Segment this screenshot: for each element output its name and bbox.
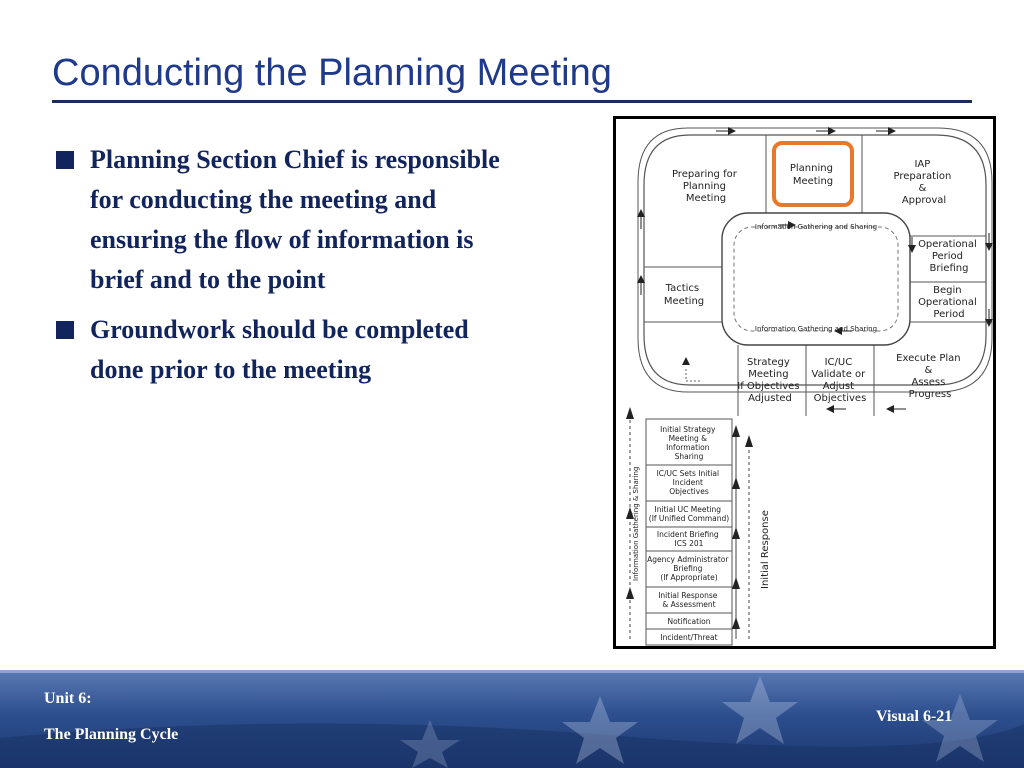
footer-course: The Planning Cycle	[44, 726, 179, 743]
notification-label: Notification	[667, 617, 711, 626]
preparing-label: Preparing for Planning Meeting	[671, 169, 737, 204]
footer-unit: Unit 6:	[44, 690, 92, 707]
planning-p-diagram	[616, 119, 993, 646]
square-bullet-icon	[56, 321, 74, 339]
bullet-list	[56, 140, 526, 400]
left-vertical-label: Information Gathering & Sharing	[632, 466, 640, 581]
star-icon	[722, 676, 798, 744]
incident-briefing-label: Incident Briefing ICS 201	[656, 530, 719, 548]
planning-meeting-highlight	[774, 143, 852, 205]
initial-response-label: Initial Response & Assessment	[658, 591, 718, 609]
initial-uc-meeting-label: Initial UC Meeting (If Unified Command)	[648, 505, 730, 523]
square-bullet-icon	[56, 151, 74, 169]
right-vertical-label: Initial Response	[760, 510, 771, 589]
iap-label: IAP Preparation & Approval	[893, 159, 952, 206]
begin-period-label: Begin Operational Period	[918, 285, 977, 320]
planning-meeting-label: Planning Meeting	[789, 163, 834, 187]
bullet-item	[56, 140, 526, 300]
incident-threat-label: Incident/Threat	[660, 633, 718, 642]
slide-title: Conducting the Planning Meeting	[52, 52, 612, 94]
bullet-item	[56, 310, 526, 390]
tactics-meeting-label: Tactics Meeting	[663, 283, 705, 307]
strategy-meeting-label: Strategy Meeting If Objectives Adjusted	[737, 357, 800, 404]
initial-objectives-label: IC/UC Sets Initial Incident Objectives	[656, 469, 720, 496]
footer-bar	[0, 670, 1024, 768]
initial-strategy-label: Initial Strategy Meeting & Information Sharing	[660, 425, 716, 461]
title-underline	[52, 100, 972, 103]
icuc-validate-label: IC/UC Validate or Adjust Objectives	[811, 357, 867, 404]
info-gathering-top-label: Information Gathering and Sharing	[754, 223, 878, 231]
operational-briefing-label: Operational Period Briefing	[918, 239, 977, 274]
execute-plan-label: Execute Plan & Assess Progress	[896, 353, 961, 400]
footer-visual-number: Visual 6-21	[876, 708, 953, 725]
footer-stars-decoration	[0, 670, 1024, 768]
planning-cycle-diagram	[613, 116, 996, 649]
bullet-text: Planning Section Chief is responsible for conducting the meeting and ensuring the flow of information is brief and to the point	[90, 145, 500, 294]
bullet-text: Groundwork should be completed done prior to the meeting	[90, 315, 469, 384]
info-gathering-bottom-label: Information Gathering and Sharing	[754, 325, 878, 333]
agency-administrator-label: Agency Administrator Briefing (If Appropriate)	[647, 555, 729, 582]
